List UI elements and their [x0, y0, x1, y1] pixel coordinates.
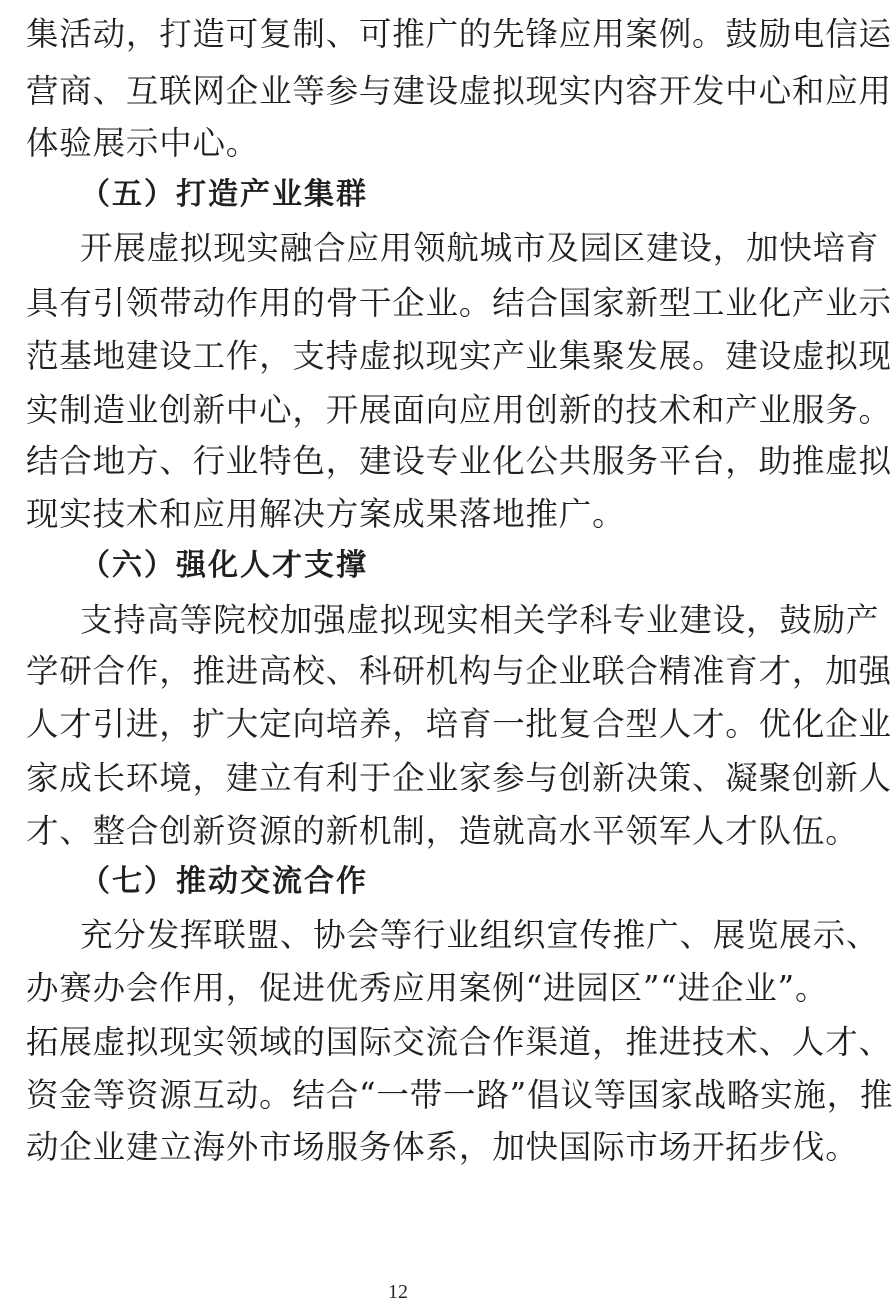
section-heading-5: （五）打造产业集群 [80, 177, 368, 212]
body-line: 人才引进，扩大定向培养，培育一批复合型人才。优化企业 [26, 705, 892, 743]
body-line: 集活动，打造可复制、可推广的先锋应用案例。鼓励电信运 [26, 15, 892, 53]
paragraph-start-line: 充分发挥联盟、协会等行业组织宣传推广、展览展示、 [80, 916, 880, 954]
body-line: 范基地建设工作，支持虚拟现实产业集聚发展。建设虚拟现 [26, 337, 892, 375]
body-line: 学研合作，推进高校、科研机构与企业联合精准育才，加强 [26, 652, 892, 690]
body-line: 实制造业创新中心，开展面向应用创新的技术和产业服务。 [26, 391, 892, 429]
paragraph-start-line: 支持高等院校加强虚拟现实相关学科专业建设，鼓励产 [80, 601, 880, 639]
body-line: 体验展示中心。 [26, 124, 260, 162]
section-heading-6: （六）强化人才支撑 [80, 548, 368, 583]
body-line: 营商、互联网企业等参与建设虚拟现实内容开发中心和应用 [26, 72, 892, 110]
body-line: 才、整合创新资源的新机制，造就高水平领军人才队伍。 [26, 812, 859, 850]
body-line: 资金等资源互动。结合“一带一路”倡议等国家战略实施，推 [26, 1076, 893, 1114]
body-line: 家成长环境，建立有利于企业家参与创新决策、凝聚创新人 [26, 759, 892, 797]
body-line: 办赛办会作用，促进优秀应用案例“进园区”“进企业”。 [26, 969, 829, 1007]
section-heading-7: （七）推动交流合作 [80, 864, 368, 899]
body-line: 结合地方、行业特色，建设专业化公共服务平台，助推虚拟 [26, 442, 892, 480]
paragraph-start-line: 开展虚拟现实融合应用领航城市及园区建设，加快培育 [80, 229, 880, 267]
body-line: 拓展虚拟现实领域的国际交流合作渠道，推进技术、人才、 [26, 1023, 892, 1061]
body-line: 动企业建立海外市场服务体系，加快国际市场开拓步伐。 [26, 1128, 859, 1166]
body-line: 现实技术和应用解决方案成果落地推广。 [26, 495, 626, 533]
page-number: 12 [388, 1281, 408, 1303]
body-line: 具有引领带动作用的骨干企业。结合国家新型工业化产业示 [26, 284, 892, 322]
